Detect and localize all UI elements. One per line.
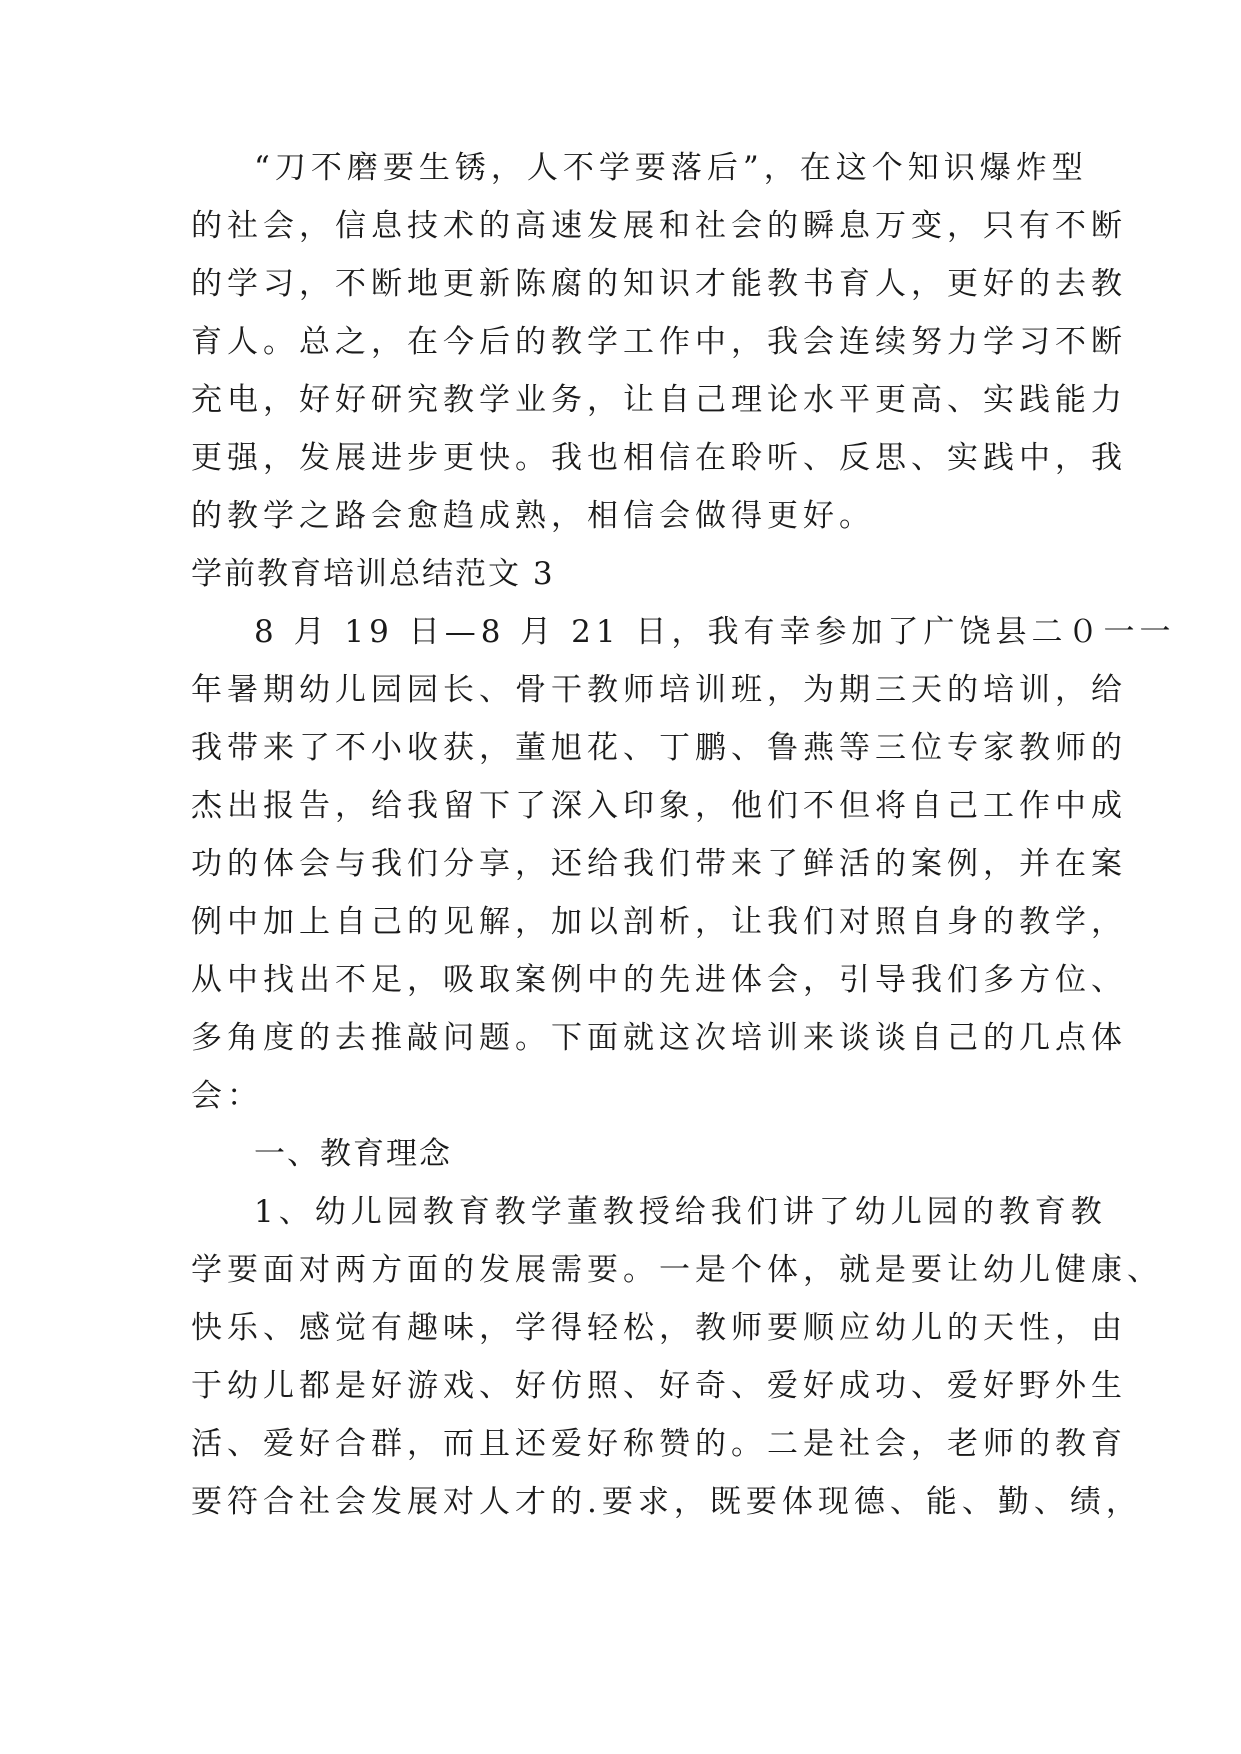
paragraph-line: 杰出报告，给我留下了深入印象，他们不但将自己工作中成 <box>191 788 1127 824</box>
paragraph-line: 从中找出不足，吸取案例中的先进体会，引导我们多方位、 <box>191 962 1127 998</box>
paragraph-line: 快乐、感觉有趣味，学得轻松，教师要顺应幼儿的天性，由 <box>191 1310 1127 1346</box>
paragraph-line: 更强，发展进步更快。我也相信在聆听、反思、实践中，我 <box>191 440 1127 476</box>
section-title: 学前教育培训总结范文 3 <box>191 556 555 592</box>
paragraph-line: 功的体会与我们分享，还给我们带来了鲜活的案例，并在案 <box>191 846 1127 882</box>
paragraph-line: 活、爱好合群，而且还爱好称赞的。二是社会，老师的教育 <box>191 1426 1127 1462</box>
paragraph-line: 例中加上自己的见解，加以剖析，让我们对照自身的教学， <box>191 904 1127 940</box>
paragraph-line: 于幼儿都是好游戏、好仿照、好奇、爱好成功、爱好野外生 <box>191 1368 1127 1404</box>
subheading: 一、教育理念 <box>254 1136 452 1172</box>
paragraph-line: 育人。总之，在今后的教学工作中，我会连续努力学习不断 <box>191 324 1127 360</box>
paragraph-line: “刀不磨要生锈，人不学要落后”，在这个知识爆炸型 <box>254 150 1088 186</box>
paragraph-line: 多角度的去推敲问题。下面就这次培训来谈谈自己的几点体 <box>191 1020 1127 1056</box>
paragraph-line: 的教学之路会愈趋成熟，相信会做得更好。 <box>191 498 875 534</box>
paragraph-line: 要符合社会发展对人才的.要求，既要体现德、能、勤、绩， <box>191 1484 1142 1520</box>
paragraph-line: 1、幼儿园教育教学董教授给我们讲了幼儿园的教育教 <box>254 1194 1107 1230</box>
paragraph-line: 的社会，信息技术的高速发展和社会的瞬息万变，只有不断 <box>191 208 1127 244</box>
paragraph-line: 充电，好好研究教学业务，让自己理论水平更高、实践能力 <box>191 382 1127 418</box>
paragraph-line: 的学习，不断地更新陈腐的知识才能教书育人，更好的去教 <box>191 266 1127 302</box>
paragraph-line: 会： <box>191 1078 263 1114</box>
paragraph-line: 8 月 19 日—8 月 21 日，我有幸参加了广饶县二０一一 <box>254 614 1176 650</box>
paragraph-line: 学要面对两方面的发展需要。一是个体，就是要让幼儿健康、 <box>191 1252 1163 1288</box>
paragraph-line: 我带来了不小收获，董旭花、丁鹏、鲁燕等三位专家教师的 <box>191 730 1127 766</box>
paragraph-line: 年暑期幼儿园园长、骨干教师培训班，为期三天的培训，给 <box>191 672 1127 708</box>
